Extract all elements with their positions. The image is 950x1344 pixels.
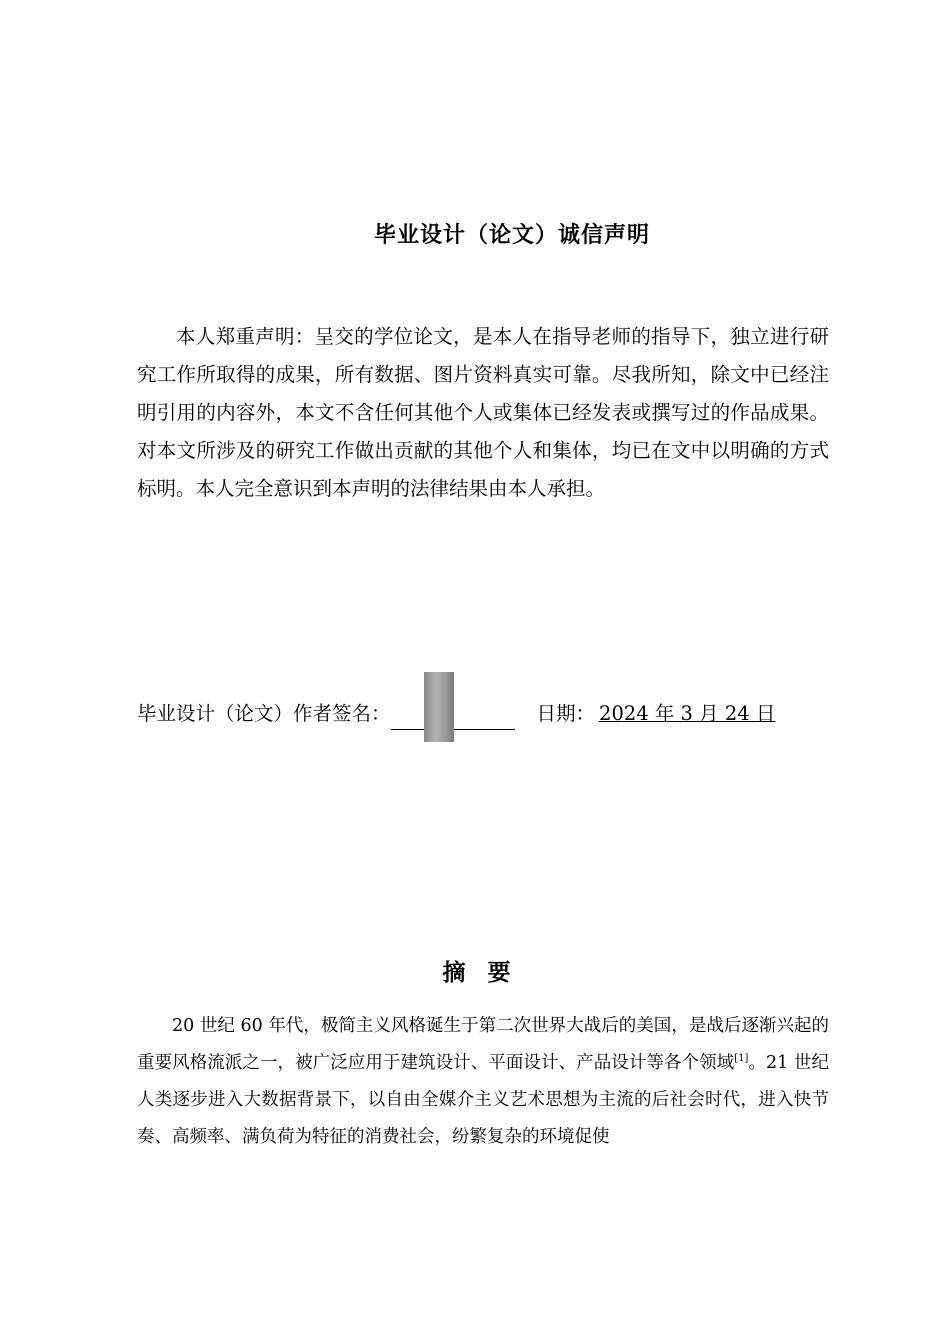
citation-ref: [1] (734, 1053, 749, 1064)
abstract-title: 摘要 (442, 960, 533, 986)
signature-label: 毕业设计（论文）作者签名： (137, 702, 391, 725)
signature-field (391, 703, 515, 730)
date-label: 日期： (536, 702, 596, 725)
date-value: 2024 年 3 月 24 日 (599, 702, 776, 725)
declaration-body: 本人郑重声明：呈交的学位论文，是本人在指导老师的指导下，独立进行研究工作所取得的成果，所有数据、图片资料真实可靠。尽我所知，除文中已经注明引用的内容外，本文不含任何其他个人或集体已经发表或撰写过的作品成果。对本文所涉及的研究工作做出贡献的其他个人和集体，均已在文中以明确的方式标明。本人完全意识到本声明的法律结果由本人承担。 (137, 325, 829, 500)
signature-line (137, 698, 837, 730)
abstract-text-part2: 。21 世纪人类逐步进入大数据背景下，以自由全媒介主义艺术思想为主流的后社会时代，进入快节奏、高频率、满负荷为特征的消费社会，纷繁复杂的环境促使 (137, 1053, 829, 1147)
abstract-text-part1: 20 世纪 60 年代，极简主义风格诞生于第二次世界大战后的美国，是战后逐渐兴起的重要风格流派之一，被广泛应用于建筑设计、平面设计、产品设计等各个领域 (137, 1016, 829, 1073)
abstract-body (137, 1008, 829, 1156)
declaration-title: 毕业设计（论文）诚信声明 (373, 223, 650, 248)
signature-image (424, 672, 454, 742)
